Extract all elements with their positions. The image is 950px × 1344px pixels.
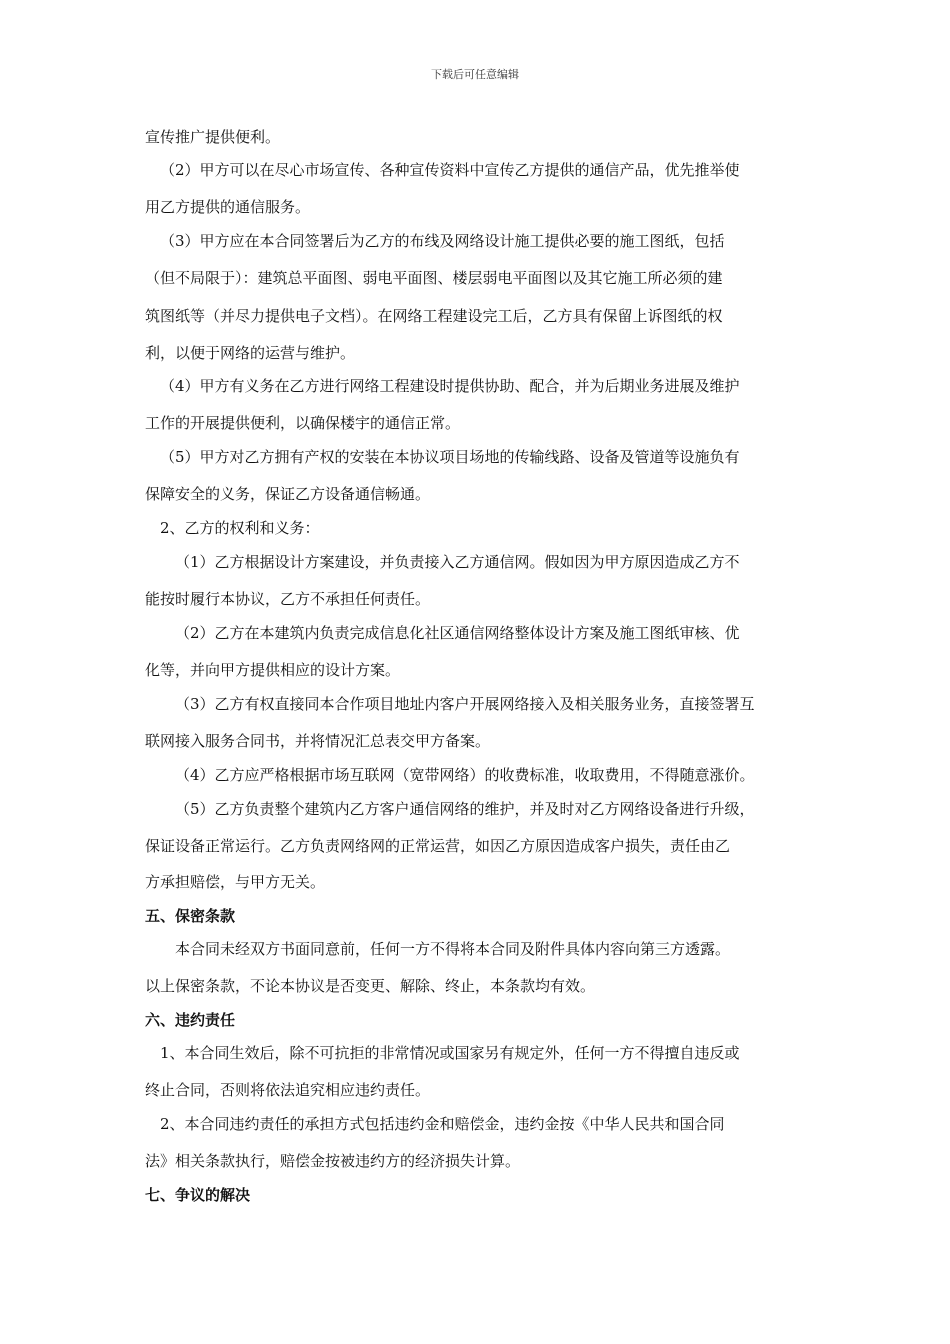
text-line: 保障安全的义务，保证乙方设备通信畅通。: [145, 485, 431, 503]
text-line: （4）甲方有义务在乙方进行网络工程建设时提供协助、配合，并为后期业务进展及维护: [160, 377, 740, 395]
text-line: 2、乙方的权利和义务：: [160, 519, 320, 537]
text-line: 联网接入服务合同书，并将情况汇总表交甲方备案。: [145, 732, 491, 750]
text-line: （3）甲方应在本合同签署后为乙方的布线及网络设计施工提供必要的施工图纸，包括: [160, 232, 725, 250]
text-line: 化等，并向甲方提供相应的设计方案。: [145, 661, 401, 679]
text-line: 以上保密条款，不论本协议是否变更、解除、终止，本条款均有效。: [145, 977, 596, 995]
text-line: （5）甲方对乙方拥有产权的安装在本协议项目场地的传输线路、设备及管道等设施负有: [160, 448, 740, 466]
text-line: （3）乙方有权直接同本合作项目地址内客户开展网络接入及相关服务业务，直接签署互: [175, 695, 755, 713]
text-line: 工作的开展提供便利，以确保楼宇的通信正常。: [145, 414, 461, 432]
text-line: 1、本合同生效后，除不可抗拒的非常情况或国家另有规定外，任何一方不得擅自违反或: [160, 1044, 740, 1062]
text-line: 终止合同，否则将依法追究相应违约责任。: [145, 1081, 431, 1099]
text-line: 筑图纸等（并尽力提供电子文档）。在网络工程建设完工后，乙方具有保留上诉图纸的权: [145, 307, 723, 325]
text-line: 本合同未经双方书面同意前，任何一方不得将本合同及附件具体内容向第三方透露。: [175, 940, 731, 958]
text-line: （但不局限于）：建筑总平面图、弱电平面图、楼层弱电平面图以及其它施工所必须的建: [145, 269, 723, 287]
text-line: 能按时履行本协议，乙方不承担任何责任。: [145, 590, 431, 608]
text-line: （2）甲方可以在尽心市场宣传、各种宣传资料中宣传乙方提供的通信产品，优先推举使: [160, 161, 740, 179]
section-heading: 六、违约责任: [145, 1011, 236, 1029]
text-line: （5）乙方负责整个建筑内乙方客户通信网络的维护，并及时对乙方网络设备进行升级，: [175, 800, 755, 818]
text-line: （2）乙方在本建筑内负责完成信息化社区通信网络整体设计方案及施工图纸审核、优: [175, 624, 740, 642]
text-line: 利，以便于网络的运营与维护。: [145, 344, 356, 362]
text-line: 保证设备正常运行。乙方负责网络网的正常运营，如因乙方原因造成客户损失，责任由乙: [145, 837, 731, 855]
text-line: 法》相关条款执行，赔偿金按被违约方的经济损失计算。: [145, 1152, 521, 1170]
text-line: 宣传推广提供便利。: [145, 128, 281, 146]
page-header: 下载后可任意编辑: [431, 68, 519, 81]
text-line: 方承担赔偿，与甲方无关。: [145, 873, 326, 891]
text-line: （1）乙方根据设计方案建设，并负责接入乙方通信网。假如因为甲方原因造成乙方不: [175, 553, 740, 571]
text-line: （4）乙方应严格根据市场互联网（宽带网络）的收费标准，收取费用，不得随意涨价。: [175, 766, 755, 784]
text-line: 用乙方提供的通信服务。: [145, 198, 311, 216]
section-heading: 五、保密条款: [145, 907, 236, 925]
text-line: 2、本合同违约责任的承担方式包括违约金和赔偿金，违约金按《中华人民共和国合同: [160, 1115, 725, 1133]
section-heading: 七、争议的解决: [145, 1186, 251, 1204]
